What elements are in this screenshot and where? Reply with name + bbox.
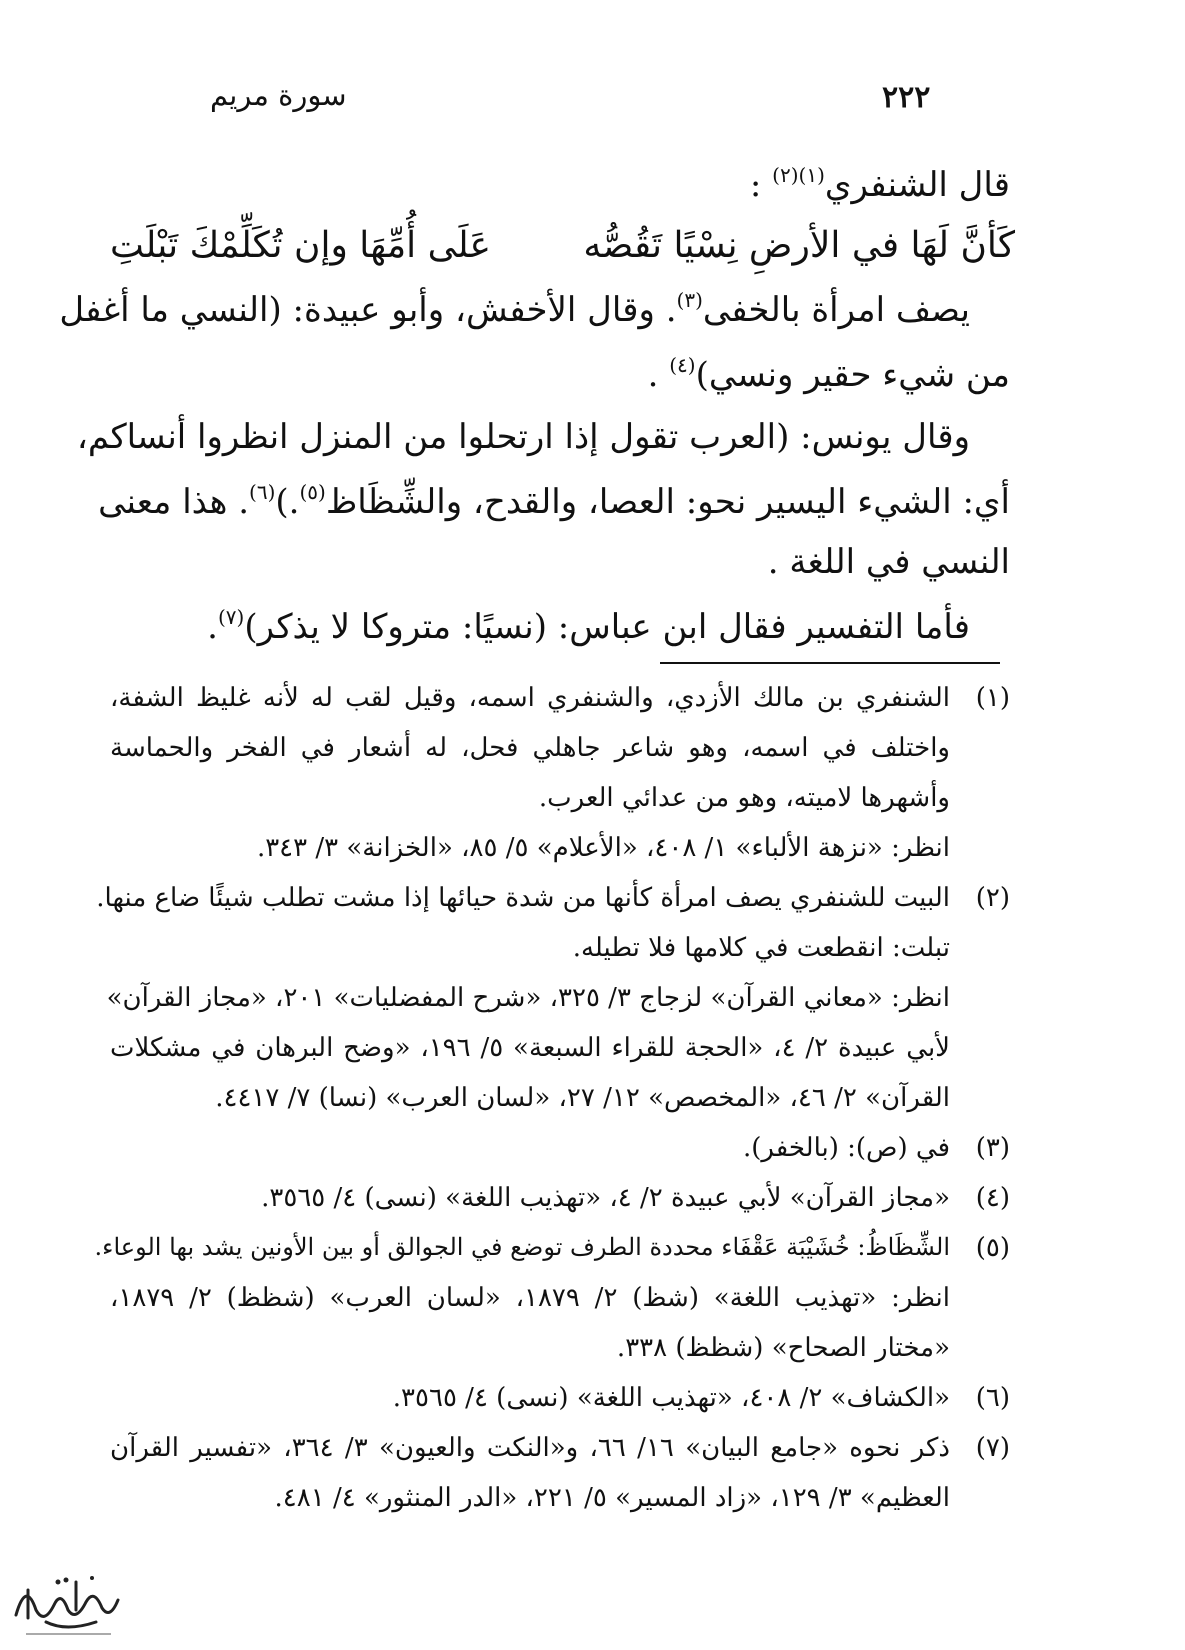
intro-colon: : (749, 165, 762, 205)
footnote-2-line-2 (110, 933, 1010, 973)
footnote-ref: (٥) (299, 480, 326, 504)
footnote-number: (٦) (975, 1383, 1010, 1413)
footnote-4 (110, 1183, 1010, 1223)
paragraph-line (98, 480, 1010, 522)
footnote-line: انظر: «معاني القرآن» لزجاج ٣/ ٣٢٥، «شرح المفضليات» ٢٠١، «مجاز القرآن» (106, 983, 950, 1013)
paragraph-line (647, 353, 1010, 395)
footnote-line: لأبي عبيدة ٢/ ٤، «الحجة للقراء السبعة» ٥/ ١٩٦، «وضح البرهان في مشكلات (110, 1033, 951, 1063)
footnote-1-line-3 (110, 783, 1010, 823)
footnote-ref: (٤) (669, 353, 696, 377)
footnote-line: الشِّظَاظُ: خُشَيْبَة عَقْفَاء محددة الطرف توضع في الجوالق أو بين الأونين يشد بها الوعاء. (94, 1233, 950, 1261)
verse-second-hemistich: عَلَى أُمِّهَا وإن تُكَلِّمْكَ تَبْلَتِ (110, 225, 491, 266)
footnote-line: وأشهرها لاميته، وهو من عدائي العرب. (538, 783, 950, 813)
watermark-logo (6, 1560, 126, 1640)
footnote-line: العظيم» ٣/ ١٢٩، «زاد المسير» ٥/ ٢٢١، «الدر المنثور» ٤/ ٤٨١. (274, 1483, 950, 1513)
footnote-line: انظر: «تهذيب اللغة» (شظ) ٢/ ١٨٧٩، «لسان العرب» (شظظ) ٢/ ١٨٧٩، (110, 1283, 950, 1313)
footnote-line: «مجاز القرآن» لأبي عبيدة ٢/ ٤، «تهذيب اللغة» (نسى) ٤/ ٣٥٦٥. (261, 1183, 950, 1213)
footnote-ref: (١)(٢) (772, 163, 825, 187)
paragraph-line (59, 288, 1010, 330)
running-header-title: سورة مريم (210, 78, 347, 112)
text-run: أي: الشيء اليسير نحو: العصا، والقدح، والشِّظَاظ (325, 482, 1010, 522)
footnote-ref: (٣) (676, 288, 703, 312)
text-run: . هذا معنى (98, 482, 250, 522)
footnote-ref: (٦) (249, 480, 276, 504)
text-run: . وقال الأخفش، وأبو عبيدة: (النسي ما أغفل (59, 290, 677, 330)
text-run: فأما التفسير فقال ابن عباس: (نسيًا: متروكا لا يذكر) (244, 607, 970, 647)
footnote-2-line-5 (110, 1083, 1010, 1123)
footnote-line: «الكشاف» ٢/ ٤٠٨، «تهذيب اللغة» (نسى) ٤/ ٣٥٦٥. (392, 1383, 950, 1413)
text-run: يصف امرأة بالخفى (702, 290, 970, 330)
footnote-line: ذكر نحوه «جامع البيان» ١٦/ ٦٦، و«النكت والعيون» ٣/ ٣٦٤، «تفسير القرآن (110, 1433, 950, 1463)
footnote-2-line-4 (110, 1033, 1010, 1073)
poetry-verse (110, 225, 1015, 270)
footnote-2 (96, 883, 1010, 923)
footnote-line: «مختار الصحاح» (شظظ) ٣٣٨. (616, 1333, 950, 1363)
footnote-6 (110, 1383, 1010, 1423)
footnote-1-line-2 (110, 733, 1010, 773)
footnote-5-line-3 (110, 1333, 1010, 1373)
footnote-2-line-3 (106, 983, 1010, 1023)
text-run: . (647, 355, 670, 395)
footnote-line: تبلت: انقطعت في كلامها فلا تطيله. (572, 933, 950, 963)
paragraph-line: النسي في اللغة . (767, 542, 1010, 582)
intro-line (749, 163, 1010, 205)
paragraph-line: وقال يونس: (العرب تقول إذا ارتحلوا من المنزل انظروا أنساكم، (76, 417, 970, 457)
footnote-line: في (ص): (بالخفر). (742, 1133, 950, 1163)
footnote-3 (110, 1133, 1010, 1173)
footnote-5 (94, 1233, 1010, 1273)
text-run: . (207, 607, 218, 647)
footnote-1-line-4 (110, 833, 1010, 873)
page-number: ٢٢٢ (882, 80, 931, 115)
footnote-line: البيت للشنفري يصف امرأة كأنها من شدة حيائها إذا مشت تطلب شيئًا ضاع منها. (96, 883, 950, 913)
footnote-number: (٤) (975, 1183, 1010, 1213)
intro-text: قال الشنفري (824, 165, 1010, 205)
paragraph-line (207, 605, 1010, 647)
footnote-7 (110, 1433, 1010, 1473)
footnote-line: الشنفري بن مالك الأزدي، والشنفري اسمه، وقيل لقب له لأنه غليظ الشفة، (110, 683, 950, 713)
footnote-number: (١) (975, 683, 1010, 713)
footnote-5-line-2 (110, 1283, 1010, 1323)
verse-first-hemistich: كَأنَّ لَهَا في الأرضِ نِسْيًا تَقُصُّه (583, 225, 1015, 266)
footnote-7-line-2 (110, 1483, 1010, 1523)
footnote-line: واختلف في اسمه، وهو شاعر جاهلي فحل، له أشعار في الفخر والحماسة (110, 733, 950, 763)
footnote-line: القرآن» ٢/ ٤٦، «المخصص» ١٢/ ٢٧، «لسان العرب» (نسا) ٧/ ٤٤١٧. (215, 1083, 950, 1113)
footnote-1 (110, 683, 1010, 723)
footnote-separator (660, 662, 1000, 664)
footnote-ref: (٧) (217, 605, 245, 629)
text-run: من شيء حقير ونسي) (695, 355, 1010, 395)
footnote-number: (٣) (975, 1133, 1010, 1163)
footnote-number: (٧) (975, 1433, 1010, 1463)
footnote-number: (٥) (975, 1233, 1010, 1263)
footnote-number: (٢) (975, 883, 1010, 913)
text-run: .) (275, 482, 300, 522)
footnote-line: انظر: «نزهة الألباء» ١/ ٤٠٨، «الأعلام» ٥/ ٨٥، «الخزانة» ٣/ ٣٤٣. (256, 833, 950, 863)
